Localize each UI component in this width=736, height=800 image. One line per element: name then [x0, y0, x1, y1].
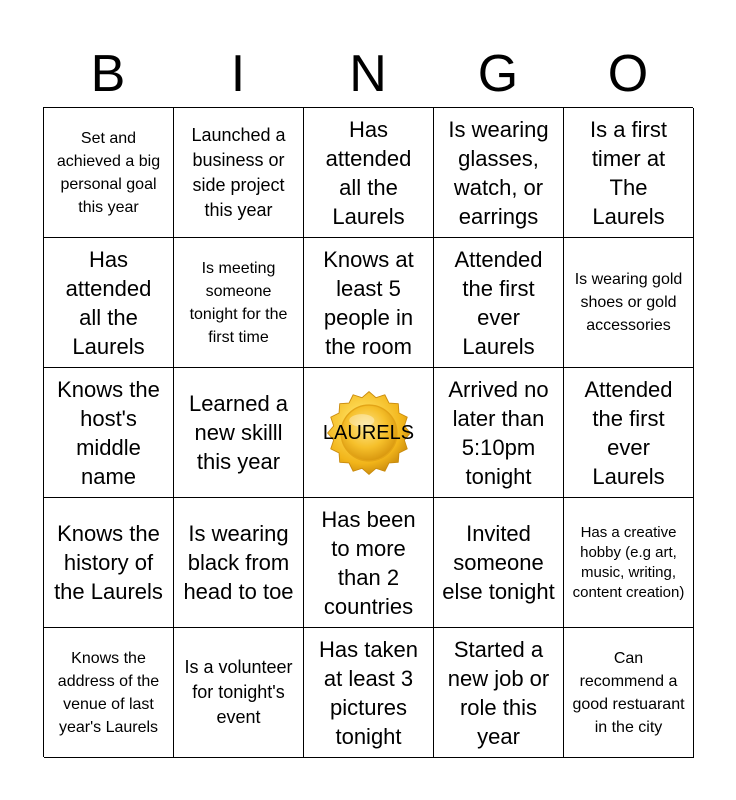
- bingo-cell-r4c1[interactable]: [44, 498, 174, 628]
- cell-text: Invited someone else tonight: [442, 521, 555, 604]
- bingo-cell-r4c2[interactable]: [174, 498, 304, 628]
- cell-text: Knows the address of the venue of last year's Laurels: [57, 649, 160, 736]
- cell-text: Has a creative hobby (e.g art, music, writing, content creation): [572, 523, 685, 601]
- bingo-cell-r3c1[interactable]: [44, 368, 174, 498]
- bingo-cell-r1c2[interactable]: [174, 108, 304, 238]
- cell-text: Is meeting someone tonight for the first time: [189, 259, 288, 346]
- bingo-cell-r1c4[interactable]: [434, 108, 564, 238]
- cell-text: Has been to more than 2 countries: [321, 506, 416, 619]
- cell-text: Is a volunteer for tonight's event: [184, 657, 293, 727]
- cell-text: Started a new job or role this year: [447, 636, 550, 749]
- cell-text: Arrived no later than 5:10pm tonight: [448, 376, 549, 489]
- cell-text: Knows the history of the Laurels: [54, 521, 163, 604]
- bingo-cell-r1c3[interactable]: [304, 108, 434, 238]
- bingo-cell-r5c4[interactable]: [434, 628, 564, 758]
- bingo-cell-r5c1[interactable]: [44, 628, 174, 758]
- bingo-cell-r3c4[interactable]: [434, 368, 564, 498]
- bingo-grid: [43, 107, 693, 757]
- header-letter-o: O: [607, 45, 649, 103]
- bingo-cell-r2c4[interactable]: [434, 238, 564, 368]
- cell-text: Launched a business or side project this year: [191, 124, 286, 220]
- bingo-cell-r3c2[interactable]: [174, 368, 304, 498]
- cell-text: Is a first timer at The Laurels: [589, 116, 667, 229]
- cell-text: Is wearing glasses, watch, or earrings: [448, 116, 549, 229]
- bingo-cell-r4c4[interactable]: [434, 498, 564, 628]
- bingo-cell-r2c3[interactable]: [304, 238, 434, 368]
- free-space-label: LAURELS: [322, 421, 415, 444]
- bingo-cell-r5c2[interactable]: [174, 628, 304, 758]
- cell-text: Has taken at least 3 pictures tonight: [318, 636, 419, 749]
- cell-text: Attended the first ever Laurels: [454, 246, 543, 359]
- bingo-cell-r3c5[interactable]: [564, 368, 694, 498]
- cell-text: Is wearing black from head to toe: [183, 521, 294, 604]
- header-letter-g: G: [477, 45, 519, 103]
- bingo-cell-r2c5[interactable]: [564, 238, 694, 368]
- cell-text: Has attended all the Laurels: [325, 116, 412, 229]
- bingo-cell-r5c5[interactable]: [564, 628, 694, 758]
- cell-text: Is wearing gold shoes or gold accessories: [574, 271, 683, 334]
- bingo-cell-r2c2[interactable]: [174, 238, 304, 368]
- bingo-cell-r5c3[interactable]: [304, 628, 434, 758]
- header-letter-i: I: [230, 45, 246, 103]
- cell-text: Has attended all the Laurels: [65, 246, 152, 359]
- bingo-cell-r2c1[interactable]: [44, 238, 174, 368]
- bingo-free-space[interactable]: [304, 368, 434, 498]
- cell-text: Learned a new skilll this year: [188, 391, 289, 474]
- bingo-cell-r1c5[interactable]: [564, 108, 694, 238]
- bingo-header: [43, 42, 693, 106]
- cell-text: Can recommend a good restuarant in the city: [572, 649, 685, 736]
- bingo-cell-r1c1[interactable]: [44, 108, 174, 238]
- cell-text: Knows the host's middle name: [57, 376, 160, 489]
- header-letter-b: B: [90, 45, 126, 103]
- bingo-cell-r4c3[interactable]: [304, 498, 434, 628]
- cell-text: Knows at least 5 people in the room: [323, 246, 414, 359]
- bingo-cell-r4c5[interactable]: [564, 498, 694, 628]
- header-letter-n: N: [349, 45, 387, 103]
- cell-text: Attended the first ever Laurels: [584, 376, 673, 489]
- cell-text: Set and achieved a big personal goal this year: [56, 129, 161, 216]
